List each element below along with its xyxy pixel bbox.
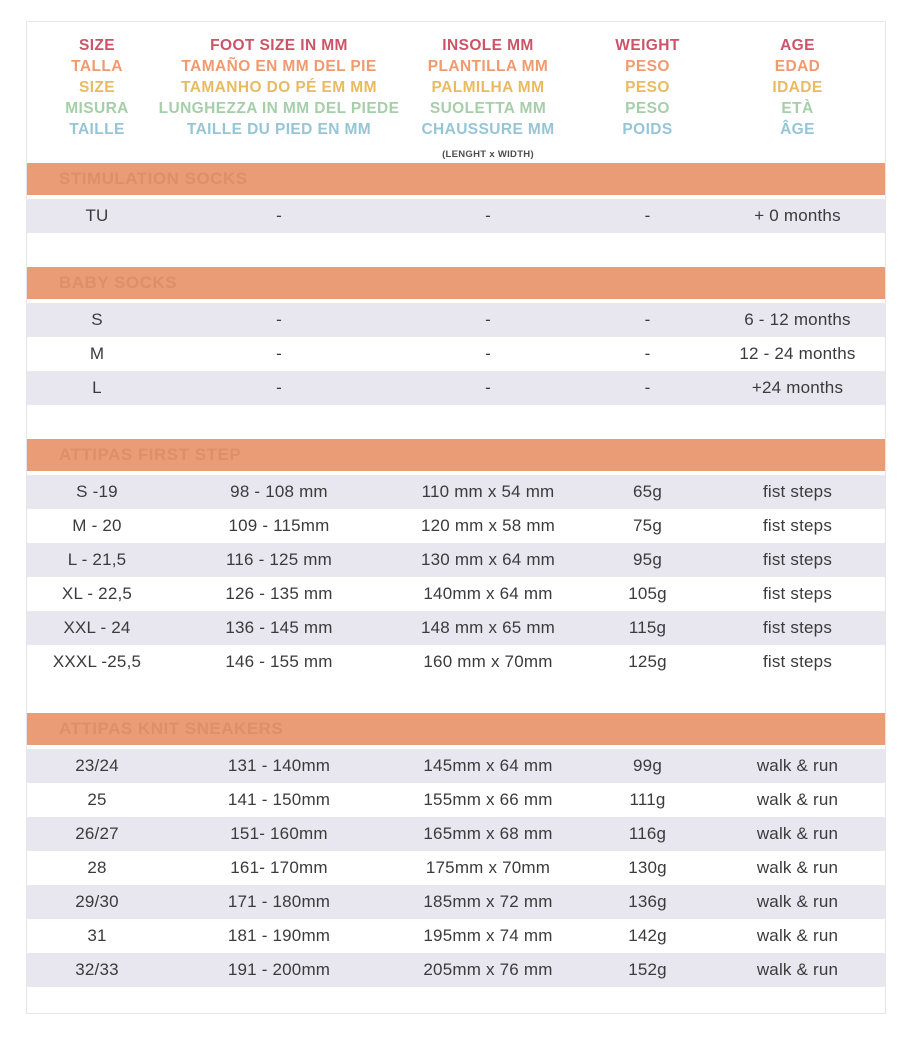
header-cell: EDAD [774,57,821,75]
table-cell: 31 [87,926,107,945]
header-cell: MISURA [65,99,129,117]
table-section [27,439,885,679]
header-cell: TAMANHO DO PÉ EM MM [181,78,377,96]
table-cell: - [485,378,491,397]
header-cell: INSOLE MM [442,36,534,54]
section-header: STIMULATION SOCKS [27,163,885,195]
table-cell: - [485,206,491,225]
table-cell: 111g [629,790,666,809]
table-cell: walk & run [756,824,839,843]
section-header: BABY SOCKS [27,267,885,299]
table-cell: 110 mm x 54 mm [421,482,555,501]
table-cell: 125g [628,652,667,671]
table-row [27,953,885,987]
header-row [27,56,885,77]
table-cell: 145mm x 64 mm [423,756,553,775]
table-cell: 115g [628,618,667,637]
table-cell: fist steps [762,550,833,569]
table-section [27,713,885,987]
table-cell: - [276,310,282,329]
header-cell: CHAUSSURE MM [421,120,555,138]
header-cell: TAILLE [69,120,125,138]
table-cell: 185mm x 72 mm [423,892,553,911]
size-chart-panel [26,21,886,1014]
table-cell: 95g [633,550,662,569]
header-cell: AGE [780,36,815,54]
table-cell: L - 21,5 [67,550,127,569]
header-cell: POIDS [622,120,673,138]
table-cell: 126 - 135 mm [225,584,333,603]
table-cell: 205mm x 76 mm [423,960,553,979]
table-section [27,267,885,405]
header-cell: IDADE [772,78,823,96]
table-cell: 25 [87,790,107,809]
table-cell: 141 - 150mm [227,790,331,809]
table-cell: fist steps [762,618,833,637]
section-header: ATTIPAS FIRST STEP [27,439,885,471]
table-cell: 28 [87,858,107,877]
header-cell: PESO [625,57,670,75]
table-cell: 65g [633,482,662,501]
table-row [27,749,885,783]
table-header [27,22,885,140]
header-cell: ETÀ [781,99,814,117]
table-row [27,645,885,679]
table-cell: 26/27 [75,824,119,843]
table-cell: 155mm x 66 mm [423,790,553,809]
table-cell: 130g [628,858,667,877]
insole-note-row [27,149,885,163]
table-cell: 160 mm x 70mm [423,652,553,671]
table-cell: fist steps [762,482,833,501]
table-cell: 75g [633,516,662,535]
table-cell: 165mm x 68 mm [423,824,553,843]
table-cell: 99g [633,756,662,775]
table-cell: XXXL -25,5 [52,652,142,671]
table-cell: XXL - 24 [63,618,131,637]
header-cell: PALMILHA MM [431,78,545,96]
header-cell: LUNGHEZZA IN MM DEL PIEDE [158,99,400,117]
header-cell: SUOLETTA MM [429,99,547,117]
header-row [27,119,885,140]
table-cell: 152g [628,960,667,979]
table-cell: 191 - 200mm [227,960,331,979]
table-cell: walk & run [756,926,839,945]
table-cell: M [89,344,105,363]
header-row [27,35,885,56]
table-cell: 175mm x 70mm [425,858,551,877]
header-cell: WEIGHT [615,36,680,54]
table-row [27,371,885,405]
header-cell: PESO [625,99,670,117]
table-cell: 195mm x 74 mm [423,926,553,945]
table-cell: 161- 170mm [230,858,328,877]
table-cell: 116g [628,824,667,843]
table-cell: walk & run [756,790,839,809]
table-cell: walk & run [756,858,839,877]
table-cell: - [485,344,491,363]
table-row [27,475,885,509]
table-cell: fist steps [762,584,833,603]
table-cell: 142g [628,926,667,945]
table-cell: M - 20 [72,516,122,535]
table-cell: 98 - 108 mm [230,482,328,501]
header-cell: PLANTILLA MM [427,57,549,75]
table-cell: fist steps [762,652,833,671]
table-row [27,817,885,851]
header-cell: SIZE [78,78,116,96]
table-row [27,783,885,817]
table-cell: 151- 160mm [230,824,328,843]
table-cell: - [485,310,491,329]
table-cell: 105g [628,584,667,603]
table-cell: 140mm x 64 mm [423,584,553,603]
table-cell: 171 - 180mm [227,892,331,911]
table-cell: - [644,310,651,329]
table-cell: 136g [628,892,667,911]
table-row [27,199,885,233]
header-cell: ÂGE [780,120,815,138]
table-row [27,337,885,371]
table-cell: - [644,344,651,363]
header-row [27,77,885,98]
table-cell: TU [85,206,109,225]
table-section [27,163,885,233]
table-cell: 23/24 [75,756,119,775]
table-row [27,885,885,919]
table-row [27,543,885,577]
header-cell: SIZE [78,36,116,54]
table-cell: 130 mm x 64 mm [420,550,556,569]
table-cell: 181 - 190mm [227,926,331,945]
insole-note: (LENGHT x WIDTH) [442,149,534,160]
table-cell: 109 - 115mm [228,516,330,535]
table-cell: 131 - 140mm [227,756,331,775]
table-cell: S -19 [76,482,118,501]
header-cell: TAILLE DU PIED EN MM [186,120,372,138]
table-row [27,919,885,953]
header-cell: PESO [625,78,670,96]
header-row [27,98,885,119]
table-cell: 29/30 [75,892,119,911]
table-row [27,851,885,885]
table-row [27,577,885,611]
table-cell: L [92,378,102,397]
table-cell: + 0 months [754,206,841,225]
table-cell: walk & run [756,756,839,775]
section-header: ATTIPAS KNIT SNEAKERS [27,713,885,745]
table-cell: walk & run [756,892,839,911]
table-cell: - [276,344,282,363]
table-cell: - [644,378,651,397]
table-cell: 136 - 145 mm [225,618,333,637]
table-cell: XL - 22,5 [61,584,133,603]
table-row [27,509,885,543]
table-cell: 32/33 [75,960,119,979]
table-cell: - [276,378,282,397]
table-cell: - [644,206,651,225]
table-body [27,163,885,987]
table-cell: 120 mm x 58 mm [420,516,556,535]
header-cell: TALLA [71,57,123,75]
table-cell: S [91,310,103,329]
table-cell: 6 - 12 months [744,310,851,329]
table-cell: - [276,206,282,225]
table-cell: fist steps [762,516,833,535]
table-row [27,303,885,337]
table-cell: 146 - 155 mm [225,652,333,671]
header-cell: FOOT SIZE IN MM [210,36,348,54]
table-cell: 116 - 125 mm [225,550,333,569]
table-cell: +24 months [751,378,844,397]
table-cell: walk & run [756,960,839,979]
table-cell: 12 - 24 months [739,344,856,363]
header-cell: TAMAÑO EN MM DEL PIE [181,57,377,75]
table-cell: 148 mm x 65 mm [420,618,556,637]
table-row [27,611,885,645]
